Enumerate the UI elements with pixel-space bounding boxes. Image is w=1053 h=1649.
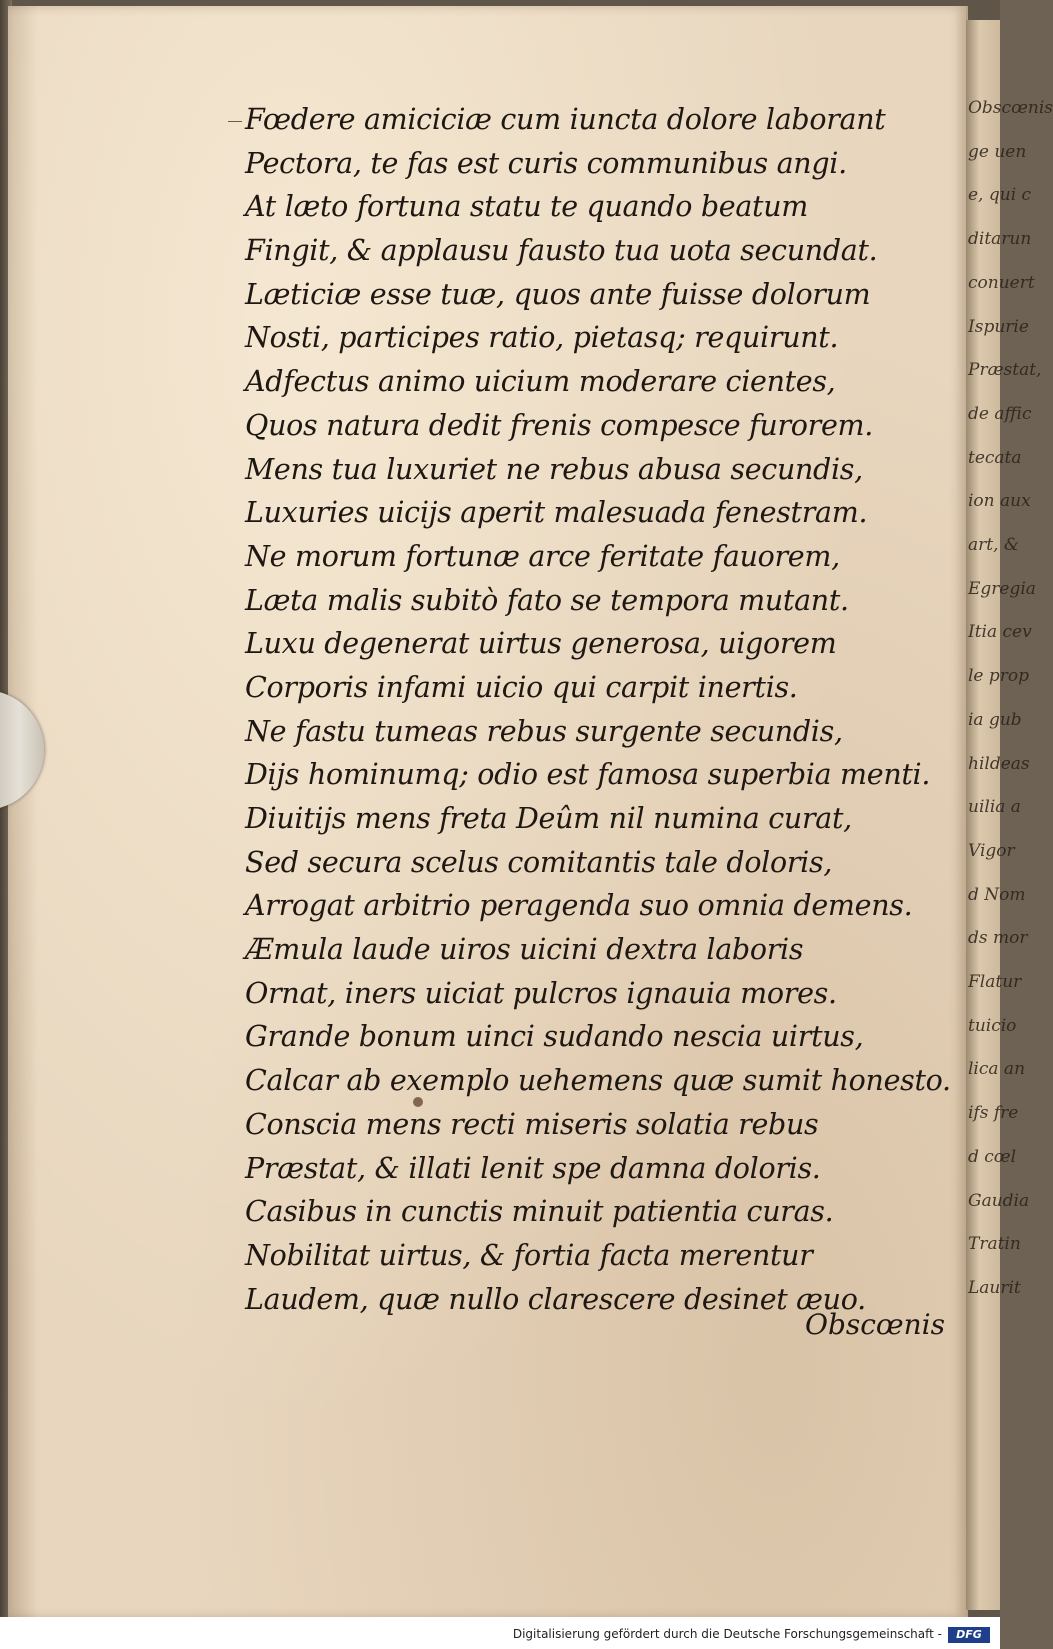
- verse-line: Ornat, iners uiciat pulcros ignauia mores.: [245, 976, 837, 1010]
- verse-line: Mens tua luxuriet ne rebus abusa secundis,: [245, 452, 863, 486]
- next-page-text-fragment: tecata: [968, 447, 1022, 468]
- verse-line: Corporis infami uicio qui carpit inertis.: [245, 670, 798, 704]
- next-page-edge: [966, 20, 1053, 1610]
- next-page-text-fragment: ia gub: [968, 709, 1022, 730]
- verse-line: Adfectus animo uicium moderare cientes,: [245, 365, 836, 399]
- verse-line: Sed secura scelus comitantis tale doloris,: [245, 845, 833, 879]
- verse-line: Læta malis subitò fato se tempora mutant.: [245, 583, 849, 617]
- next-page-text-fragment: uilia a: [968, 797, 1021, 818]
- verse-line: Pectora, te fas est curis communibus angi.: [245, 146, 847, 180]
- next-page-text-fragment: d cœl: [968, 1146, 1017, 1167]
- verse-line: Ne morum fortunæ arce feritate fauorem,: [245, 539, 840, 573]
- verse-line: Conscia mens recti miseris solatia rebus: [245, 1107, 819, 1141]
- verse-line: Æmula laude uiros uicini dextra laboris: [245, 933, 804, 967]
- next-page-text-fragment: Itia cev: [968, 622, 1032, 643]
- next-page-text-fragment: ds mor: [968, 928, 1028, 949]
- next-page-text-fragment: Laurit: [968, 1277, 1021, 1298]
- next-page-text-fragment: Ispurie: [968, 316, 1029, 337]
- next-page-text-fragment: art, &: [968, 535, 1020, 555]
- verse-line: Præstat, & illati lenit spe damna doloris.: [245, 1151, 821, 1185]
- verse-line: Læticiæ esse tuæ, quos ante fuisse dolorum: [245, 277, 871, 311]
- next-page-text-fragment: ge uen: [968, 141, 1027, 162]
- next-page-text-fragment: conuert: [968, 272, 1035, 293]
- verse-line: Casibus in cunctis minuit patientia curas.: [245, 1195, 834, 1229]
- next-page-text-fragment: hildeas: [968, 753, 1030, 774]
- verse-line: Grande bonum uinci sudando nescia uirtus,: [245, 1020, 864, 1054]
- verse-line: Diuitijs mens freta Deûm nil numina curat,: [245, 802, 852, 835]
- next-page-text-fragment: Gaudia: [968, 1190, 1030, 1211]
- verse-line: Fingit, & applausu fausto tua uota secundat.: [245, 234, 878, 268]
- verse-line: Luxuries uicijs aperit malesuada fenestram.: [245, 496, 868, 530]
- next-page-text-fragment: tuicio: [968, 1015, 1017, 1036]
- verse-line: Nosti, participes ratio, pietasq; requirunt.: [245, 321, 839, 355]
- next-page-text-fragment: d Nom: [968, 884, 1026, 905]
- next-page-text-fragment: Vigor: [968, 840, 1015, 861]
- next-page-text-fragment: lica an: [968, 1059, 1026, 1080]
- verse-line: Fœdere amiciciæ cum iuncta dolore laborant: [245, 103, 886, 136]
- verse-line: Luxu degenerat uirtus generosa, uigorem: [245, 627, 837, 661]
- verse-line: Dijs hominumq; odio est famosa superbia menti.: [245, 758, 931, 792]
- next-page-text-fragment: ion aux: [968, 491, 1031, 512]
- verse-line: At læto fortuna statu te quando beatum: [245, 190, 808, 224]
- next-page-text-fragment: Flatur: [968, 972, 1022, 992]
- catchword: Obscœnis: [805, 1308, 945, 1341]
- verse-line: Arrogat arbitrio peragenda suo omnia demens.: [245, 889, 913, 923]
- margin-mark: [228, 121, 242, 122]
- next-page-text-fragment: Præstat,: [968, 360, 1042, 381]
- next-page-text-fragment: Egregia: [968, 578, 1036, 599]
- verse-line: Quos natura dedit frenis compesce furorem.: [245, 408, 873, 442]
- verse-line: Nobilitat uirtus, & fortia facta merentur: [245, 1238, 813, 1272]
- next-page-text-fragment: de affic: [968, 403, 1032, 424]
- next-page-text-fragment: Obscœnis: [968, 98, 1053, 118]
- next-page-text-fragment: e, qui c: [968, 185, 1032, 206]
- verse-line: Ne fastu tumeas rebus surgente secundis,: [245, 714, 843, 748]
- next-page-text-fragment: le prop: [968, 666, 1030, 687]
- verse-line: Laudem, quæ nullo clarescere desinet æuo.: [245, 1282, 866, 1316]
- next-page-text-fragment: Tratin: [968, 1234, 1021, 1255]
- next-page-text-fragment: ditarun: [968, 229, 1032, 250]
- funding-credit: Digitalisierung gefördert durch die Deutsche Forschungsgemeinschaft -: [512, 1627, 942, 1641]
- verse-line: Calcar ab exemplo uehemens quæ sumit honesto.: [245, 1064, 951, 1098]
- next-page-text-fragment: ifs fre: [968, 1103, 1019, 1124]
- verse-text-block: [245, 98, 951, 1321]
- dfg-logo: DFG: [948, 1627, 990, 1643]
- digitization-footer: [0, 1617, 1000, 1649]
